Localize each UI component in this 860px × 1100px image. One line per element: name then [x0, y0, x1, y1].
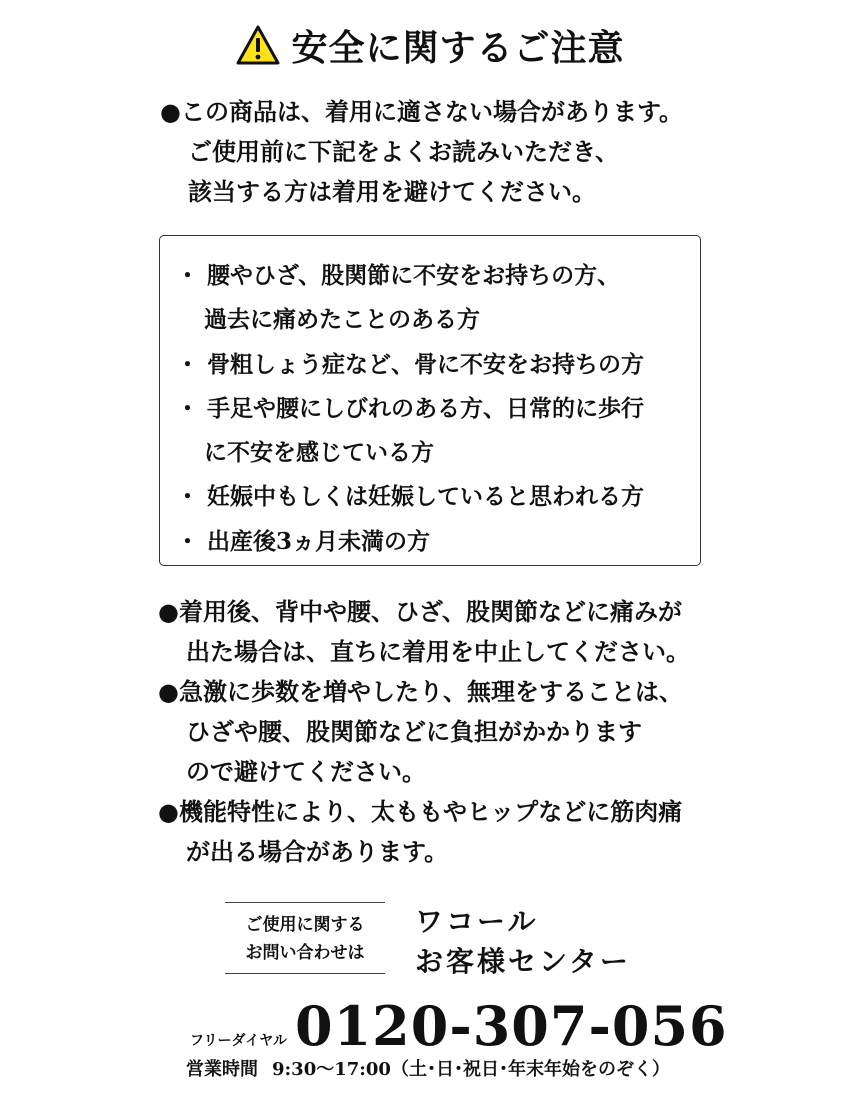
- caution-notes: [158, 592, 690, 872]
- condition-item: ・ 出産後3ヵ月未満の方: [176, 527, 431, 555]
- phone-row: [190, 995, 728, 1057]
- customer-center-name: [415, 902, 631, 982]
- warning-triangle-icon: [235, 24, 281, 66]
- intro-line: ご使用前に下記をよくお読みいただき、: [188, 137, 620, 166]
- company-name: ワコール: [415, 905, 539, 938]
- condition-item-continuation: に不安を感じている方: [204, 439, 434, 467]
- condition-item: ・ 骨粗しょう症など、骨に不安をお持ちの方: [176, 350, 645, 378]
- note-line: ので避けてください。: [186, 757, 426, 786]
- contact-label-line: ご使用に関する: [245, 915, 365, 935]
- conditions-box: [159, 235, 701, 566]
- note-line: が出る場合があります。: [186, 837, 449, 866]
- hours-text: 9:30〜17:00（土･日･祝日･年末年始をのぞく）: [272, 1059, 670, 1080]
- phone-number[interactable]: 0120-307-056: [295, 994, 728, 1058]
- contact-label: [225, 902, 385, 974]
- condition-item: ・ 腰やひざ、股関節に不安をお持ちの方、: [176, 262, 621, 289]
- condition-item: ・ 妊娠中もしくは妊娠していると思われる方: [176, 483, 645, 511]
- contact-label-line: お問い合わせは: [245, 943, 365, 963]
- free-dial-label: フリーダイヤル: [190, 1033, 288, 1049]
- note-line: ●機能特性により、太ももやヒップなどに筋肉痛: [158, 797, 683, 826]
- center-name: お客様センター: [415, 945, 631, 978]
- intro-line: ●この商品は、着用に適さない場合があります。: [160, 97, 684, 126]
- page-title: 安全に関するご注意: [291, 26, 625, 69]
- business-hours: [186, 1055, 670, 1081]
- condition-item: ・ 手足や腰にしびれのある方、日常的に歩行: [176, 394, 645, 422]
- hours-label: 営業時間: [186, 1059, 258, 1080]
- intro-paragraph: [160, 92, 683, 212]
- note-line: ●着用後、背中や腰、ひざ、股関節などに痛みが: [158, 597, 682, 626]
- note-line: ひざや腰、股関節などに負担がかかります: [186, 717, 642, 746]
- safety-notice-title: [0, 18, 860, 72]
- note-line: ●急激に歩数を増やしたり、無理をすることは、: [158, 677, 683, 706]
- condition-item-continuation: 過去に痛めたことのある方: [204, 306, 480, 334]
- intro-line: 該当する方は着用を避けてください。: [188, 177, 596, 206]
- note-line: 出た場合は、直ちに着用を中止してください。: [186, 637, 690, 666]
